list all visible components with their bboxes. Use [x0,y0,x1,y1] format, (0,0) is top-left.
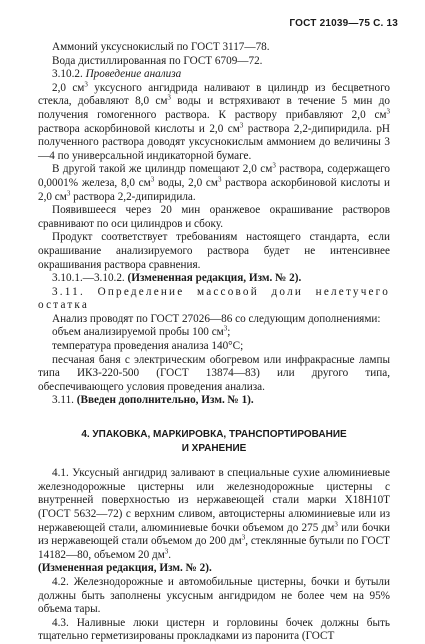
superscript: 3 [217,175,222,184]
paragraph-reference [38,163,390,204]
text-run: воды и встряхивают в течение 5 мин до получения гомогенного раствора. К раствору прибавляют 2,0 см [38,95,390,121]
text-run: раствора аскорбиновой кислоты и 2,0 см [38,122,240,135]
text-run: 3.10.1.—3.10.2. [52,272,128,285]
paragraph-analysis: Анализ проводят по ГОСТ 27026—86 со следующим дополнениями: [52,312,381,325]
text-run: . [168,548,172,561]
amendment-text: (Измененная редакция, Изм. № 2). [127,272,302,285]
superscript: 3 [272,161,276,170]
paragraph-packaging [38,467,390,562]
text-run: уксусного ангидрида наливают в цилиндр из бесцветного стекла, добавляют 8,0 см [38,81,391,108]
section-heading [38,428,390,455]
reagent-line-ammonium: Аммоний уксуснокислый по ГОСТ 3117—78. [52,41,270,53]
paragraph-conformity: Продукт соответствует требованиям настоящего стандарта, если окрашивание анализируемого раствора будет не интенсивнее окрашивания раствора сравнения. [38,231,390,271]
text-run: В другой такой же цилиндр помещают 2,0 см [52,163,273,176]
section-heading-line: 4. УПАКОВКА, МАРКИРОВКА, ТРАНСПОРТИРОВАНИЕ [81,429,347,441]
paragraph-comparison: Появившееся через 20 мин оранжевое окрашивание растворов сравнивают по оси цилиндров и сбоку. [38,204,390,230]
superscript: 3 [167,93,171,102]
superscript: 3 [84,80,88,89]
superscript: 3 [386,107,390,116]
reagent-line-water: Вода дистиллированная по ГОСТ 6709—72. [52,54,263,67]
list-item-temperature: температура проведения анализа 140°С; [52,340,244,353]
superscript: 3 [241,533,246,542]
page-header: ГОСТ 21039—75 С. 13 [289,18,398,29]
text-run: раствора, содержащего 0,0001% железа, 8,0 см [38,163,390,189]
subsection-heading [38,68,390,82]
text-run: 4.1. Уксусный ангидрид заливают в специальные сухие алюминиевые железнодорожные цистерны или железнодорожные цистерны с внутренней поверхностью из нержавеющей стали марки Х18Н10Т (ГОСТ 5632—72) с верхним сливом, автоцистерны алюминиевые или из нержавеющей стали, алюминиевые бочки объемом до 275 дм [38,467,390,534]
list-item-volume [38,326,390,340]
list-item-bath: песчаная баня с электрическим обогревом или инфракрасные лампы типа ИКЗ-220-500 (ГОСТ 13874—83) или другого типа, обеспечивающего условия проведения анализа. [38,353,390,393]
superscript: 3 [239,120,244,129]
amendment-text: (Введен дополнительно, Изм. № 1). [76,394,254,407]
text-run: или бочки из нержавеющей стали объемом до 200 дм [38,521,390,548]
text-run: 2,0 см [52,81,85,94]
amendment-note: (Измененная редакция, Изм. № 2). [38,562,212,575]
superscript: 3 [223,324,228,333]
superscript: 3 [66,188,71,197]
text-run: раствора 2,2-дипиридила. pH полученного раствора доводят уксуснокислым аммонием до величины 3—4 по универсальной индикаторной бумаге. [38,122,390,162]
text-run: 3.11. [52,394,77,407]
paragraph-filling: 4.2. Железнодорожные и автомобильные цистерны, бочки и бутыли должны быть заполнены уксусным ангидридом не более чем на 95% объема тары. [38,575,390,616]
text-run: объем анализируемой пробы 100 см [52,326,224,339]
text-run: раствора аскорбиновой кислоты и 2,0 см [38,176,390,203]
amendment-note [38,394,390,408]
superscript: 3 [150,175,155,184]
superscript: 3 [164,547,169,556]
text-run: раствора 2,2-дипиридила. [70,190,196,203]
paragraph-procedure [38,82,390,164]
text-run: воды, 2,0 см [154,176,218,189]
subsection-number: 3.10.2. [52,68,86,81]
text-run: , стеклянные бутыли по ГОСТ 14182—80, объемом 20 дм [38,535,390,561]
paragraph-sealing: 4.3. Наливные люки цистерн и горловины бочек должны быть тщательно герметизированы прокладками из паронита (ГОСТ [38,616,390,643]
document-body [38,41,390,644]
section-heading-line: И ХРАНЕНИЕ [181,442,247,454]
subsection-heading-residue: 3.11. Определение массовой доли нелетучего остатка [38,285,390,312]
amendment-note [38,272,390,286]
superscript: 3 [334,519,338,528]
text-run: ; [227,326,231,339]
subsection-title: Проведение анализа [85,68,182,81]
